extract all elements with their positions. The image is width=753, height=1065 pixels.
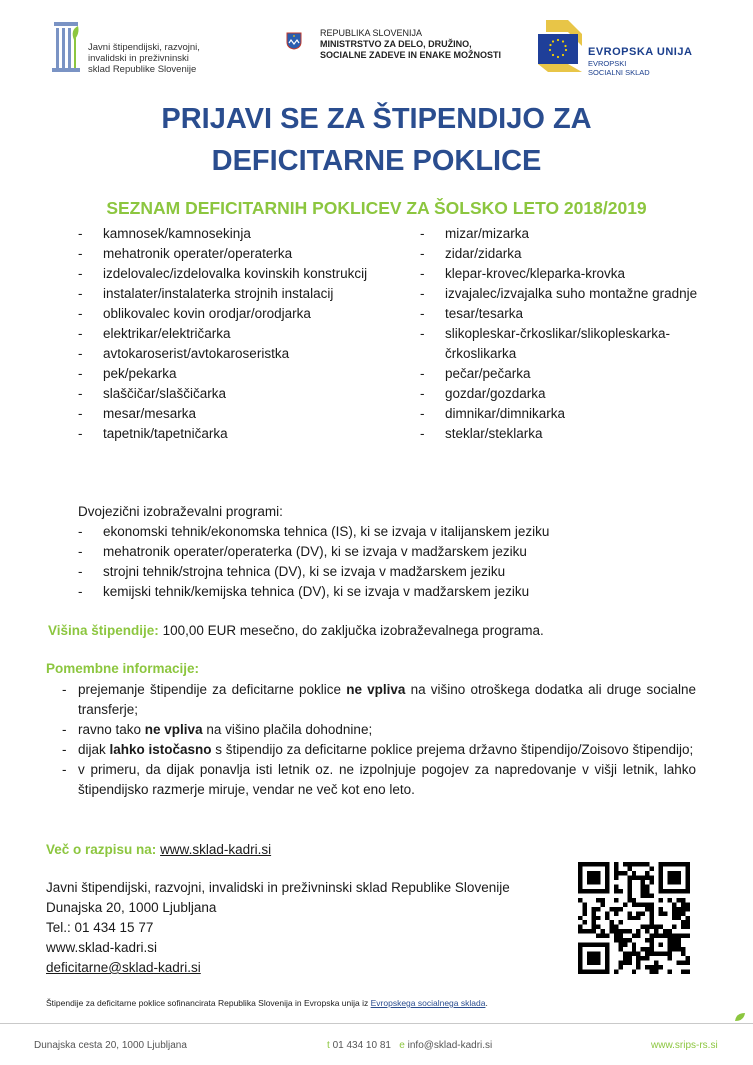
list-item: - gozdar/gozdarka: [420, 386, 546, 401]
footer-phone: 01 434 10 81: [332, 1040, 391, 1051]
footnote-link[interactable]: Evropskega socialnega sklada: [370, 998, 486, 1008]
fund-logo-text: Javni štipendijski, razvojni, invalidski in preživninski sklad Republike Slovenije: [88, 42, 200, 75]
list-item: - mehatronik operater/operaterka: [78, 246, 293, 261]
list-subtitle: SEZNAM DEFICITARNIH POKLICEV ZA ŠOLSKO LETO 2018/2019: [106, 198, 647, 218]
list-item: - tesar/tesarka: [420, 306, 524, 321]
title-line-1: PRIJAVI SE ZA ŠTIPENDIJO ZA: [161, 103, 592, 135]
title-line-2: DEFICITARNE POKLICE: [211, 145, 542, 177]
ministry-line-2: MINISTRSTVO ZA DELO, DRUŽINO,: [320, 39, 472, 49]
contact-phone: Tel.: 01 434 15 77: [46, 920, 154, 935]
list-item: - slikopleskar-črkoslikar/slikopleskarka-črkoslikarka: [420, 326, 671, 361]
list-item: - ravno tako ne vpliva na višino plačila dohodnine;: [62, 722, 373, 737]
list-item: - klepar-krovec/kleparka-krovka: [420, 266, 626, 281]
important-list: [62, 680, 696, 800]
list-item: - strojni tehnik/strojna tehnica (DV), ki se izvaja v madžarskem jeziku: [78, 564, 506, 579]
list-item: - izvajalec/izvajalka suho montažne gradnje: [420, 286, 698, 301]
eu-logo: [538, 20, 718, 80]
list-item: - pečar/pečarka: [420, 366, 531, 381]
phone-key: t: [327, 1040, 330, 1051]
ministry-logo: [286, 26, 516, 72]
list-item: - slaščičar/slaščičarka: [78, 386, 227, 401]
email-key: e: [399, 1040, 405, 1051]
list-item: - izdelovalec/izdelovalka kovinskih konstrukcij: [78, 266, 368, 281]
contact-address: Dunajska 20, 1000 Ljubljana: [46, 900, 217, 915]
eu-title: EVROPSKA UNIJA: [588, 46, 693, 58]
pillar-icon: [52, 20, 82, 74]
more-info: [46, 840, 271, 860]
amount-label: Višina štipendije:: [48, 623, 159, 638]
cofinancing-note: Štipendije za deficitarne poklice sofinancirata Republika Slovenija in Evropska unija iz Evropskega socialnega sklada.: [46, 998, 488, 1008]
list-item: - steklar/steklarka: [420, 426, 543, 441]
list-item: - prejemanje štipendije za deficitarne poklice ne vpliva na višino otroškega dodatka ali druge socialne transferje;: [62, 682, 696, 717]
list-item: - kamnosek/kamnosekinja: [78, 226, 251, 241]
contact-email-link[interactable]: deficitarne@sklad-kadri.si: [46, 960, 201, 975]
footnote-text: Štipendije za deficitarne poklice sofinancirata Republika Slovenija in Evropska unija iz: [46, 998, 371, 1008]
list-item: - ekonomski tehnik/ekonomska tehnica (IS), ki se izvaja v italijanskem jeziku: [78, 524, 550, 539]
more-info-link[interactable]: www.sklad-kadri.si: [160, 842, 272, 857]
ministry-line-1: REPUBLIKA SLOVENIJA: [320, 28, 423, 38]
professions-right-list: [420, 224, 710, 444]
list-item: - dijak lahko istočasno s štipendijo za deficitarne poklice prejema državno štipendijo/Zoisovo štipendijo;: [62, 742, 694, 757]
list-item: - v primeru, da dijak ponavlja isti letnik oz. ne izpolnjuje pogojev za napredovanje v višji letnik, lahko štipendijsko razmerje miruje, vendar ne več kot eno leto.: [62, 762, 696, 797]
contact-web[interactable]: www.sklad-kadri.si: [46, 940, 158, 955]
list-item: - avtokaroserist/avtokaroseristka: [78, 346, 290, 361]
eu-flag-icon: [538, 20, 582, 72]
list-item: - mehatronik operater/operaterka (DV), ki se izvaja v madžarskem jeziku: [78, 544, 527, 559]
list-item: - mesar/mesarka: [78, 406, 197, 421]
list-item: - mizar/mizarka: [420, 226, 530, 241]
contact-block: [46, 878, 566, 978]
contact-org: Javni štipendijski, razvojni, invalidski in preživninski sklad Republike Slovenije: [46, 880, 510, 895]
bilingual-list: [78, 522, 718, 602]
page-title: [0, 98, 753, 182]
list-item: - elektrikar/električarka: [78, 326, 231, 341]
scholarship-amount: [48, 621, 728, 641]
important-label: Pomembne informacije:: [46, 661, 200, 676]
list-item: - oblikovalec kovin orodjar/orodjarka: [78, 306, 311, 321]
list-item: - instalater/instalaterka strojnih instalacij: [78, 286, 334, 301]
list-item: - pek/pekarka: [78, 366, 177, 381]
list-item: - tapetnik/tapetničarka: [78, 426, 228, 441]
bilingual-label: Dvojezični izobraževalni programi:: [78, 504, 283, 519]
amount-text: 100,00 EUR mesečno, do zaključka izobraževalnega programa.: [162, 623, 544, 638]
footer-contacts: [327, 1040, 492, 1051]
footer-email[interactable]: info@sklad-kadri.si: [407, 1040, 493, 1051]
eu-subtitle: EVROPSKI SOCIALNI SKLAD: [588, 59, 650, 77]
list-item: - dimnikar/dimnikarka: [420, 406, 566, 421]
list-item: - zidar/zidarka: [420, 246, 522, 261]
footer-address: Dunajska cesta 20, 1000 Ljubljana: [34, 1040, 187, 1051]
ministry-line-3: SOCIALNE ZADEVE IN ENAKE MOŽNOSTI: [320, 50, 502, 60]
fund-logo: [52, 18, 222, 76]
qr-code: [578, 862, 690, 974]
slovenia-crest-icon: [286, 32, 302, 50]
list-item: - kemijski tehnik/kemijska tehnica (DV), ki se izvaja v madžarskem jeziku: [78, 584, 530, 599]
leaf-icon: [734, 1012, 746, 1022]
professions-left-list: [78, 224, 368, 444]
footer-divider: [0, 1023, 753, 1024]
ministry-text: [320, 28, 501, 61]
more-info-label: Več o razpisu na:: [46, 842, 157, 857]
footer-web[interactable]: www.srips-rs.si: [651, 1040, 718, 1051]
